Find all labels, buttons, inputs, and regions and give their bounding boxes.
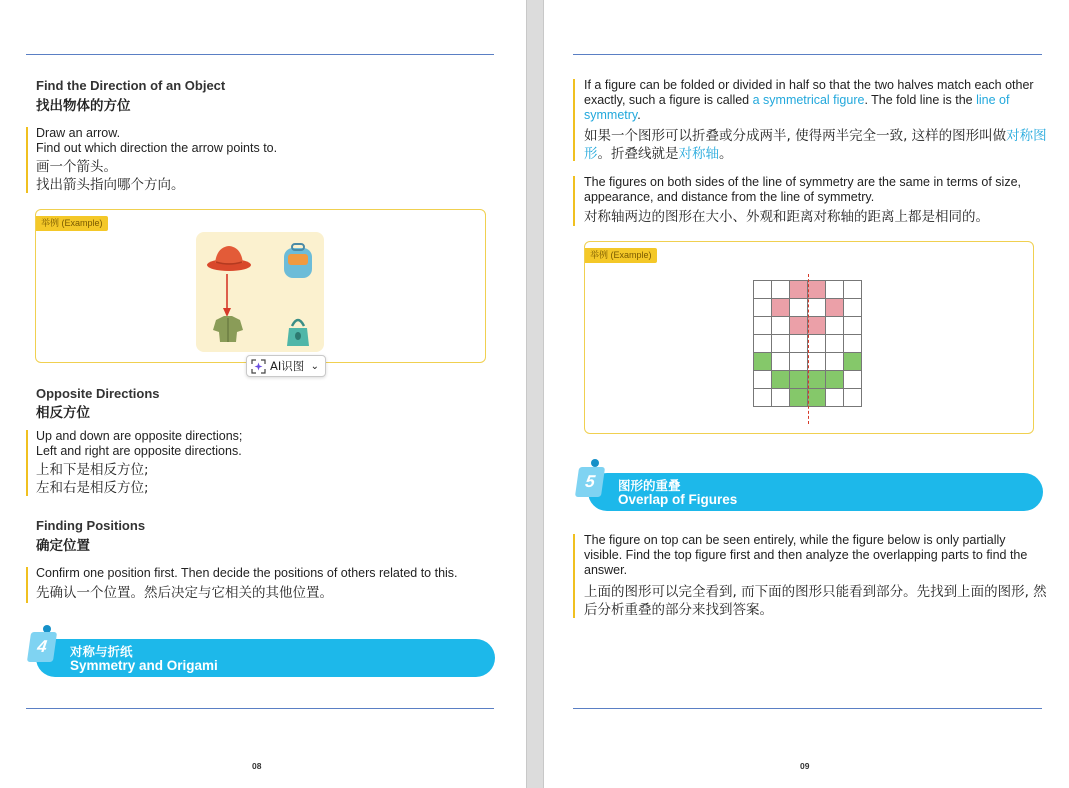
example-box [35,209,486,363]
grid-cell [844,281,862,299]
symmetry-axis [808,274,809,424]
text-highlight-bar [573,534,575,618]
example-tag: 举例 (Example) [36,216,108,231]
page-right [544,0,1069,788]
page-number: 09 [800,761,810,771]
body-text: visible. Find the top figure first and then analyze the overlapping parts to find the [584,548,1028,562]
grid-cell [826,335,844,353]
grid-cell [808,353,826,371]
body-text: Left and right are opposite directions. [36,444,242,458]
section-banner [588,473,1043,511]
body-text: appearance, and distance from the line of symmetry. [584,190,875,204]
grid-cell [790,281,808,299]
body-text-cn: 上面的图形可以完全看到, 而下面的图形只能看到部分。先找到上面的图形, 然 [584,584,1047,600]
bag-icon [287,320,309,346]
grid-cell [790,371,808,389]
text-highlight-bar [26,567,28,603]
top-rule [26,54,494,55]
grid-cell [772,389,790,407]
grid-cell [772,353,790,371]
grid-cell [826,317,844,335]
grid-cell [790,335,808,353]
body-text: symmetry. [584,108,641,122]
body-text-cn: 找出箭头指向哪个方向。 [36,177,185,193]
banner-title-cn: 对称与折纸 [70,644,133,659]
body-text: exactly, such a figure is called a symmetrical figure. The fold line is the line of [584,93,1010,107]
grid-cell [790,299,808,317]
text-highlight-bar [26,430,28,496]
body-text-cn: 左和右是相反方位; [36,480,149,496]
direction-example-illustration [196,232,324,352]
grid-cell [844,371,862,389]
example-tag: 举例 (Example) [585,248,657,263]
grid-cell [754,299,772,317]
hat-icon [207,246,251,271]
body-text: The figure on top can be seen entirely, while the figure below is only partially [584,533,1006,547]
section-banner [36,639,495,677]
body-text-cn: 先确认一个位置。然后决定与它相关的其他位置。 [36,585,333,601]
page-gutter [526,0,544,788]
grid-cell [808,281,826,299]
backpack-icon [284,244,312,278]
term-line-of-symmetry: line of [976,93,1010,107]
grid-cell [772,371,790,389]
body-text: If a figure can be folded or divided in half so that the two halves match each other [584,78,1034,92]
arrow-icon [223,274,231,317]
section-title-cn: 相反方位 [36,405,90,421]
grid-cell [808,335,826,353]
body-text: Confirm one position first. Then decide the positions of others related to this. [36,566,458,580]
grid-cell [772,317,790,335]
grid-cell [844,353,862,371]
example-picture [196,232,324,352]
grid-cell [808,389,826,407]
section-title-en: Finding Positions [36,518,146,533]
body-text-cn: 对称轴两边的图形在大小、外观和距离对称轴的距离上都是相同的。 [584,209,989,225]
ai-scan-icon [251,359,266,374]
grid-cell [790,389,808,407]
grid-cell [826,281,844,299]
shirt-icon [213,316,243,342]
grid-cell [754,317,772,335]
grid-cell [808,317,826,335]
text-highlight-bar [26,127,28,193]
section-number-badge: 4 [27,632,57,662]
grid-cell [754,335,772,353]
grid-cell [790,353,808,371]
term-symmetrical-figure: a symmetrical figure [752,93,865,107]
section-title-cn: 确定位置 [36,538,90,554]
bottom-rule [26,708,494,709]
body-text: answer. [584,563,628,577]
grid-cell [754,353,772,371]
body-text-cn: 后分析重叠的部分来找到答案。 [584,602,773,618]
grid-cell [754,389,772,407]
grid-cell [826,371,844,389]
body-text-cn: 画一个箭头。 [36,159,117,175]
body-text-cn: 形。折叠线就是对称轴。 [584,146,733,162]
grid-cell [772,335,790,353]
banner-title-en: Overlap of Figures [618,492,738,507]
section-number-badge: 5 [575,467,605,497]
page-left [0,0,526,788]
grid-cell [808,371,826,389]
body-text: The figures on both sides of the line of symmetry are the same in terms of size, [584,175,1021,189]
body-text-cn: 上和下是相反方位; [36,462,149,478]
text-highlight-bar [573,176,575,226]
body-text: Find out which direction the arrow points to. [36,141,278,155]
grid-cell [844,317,862,335]
example-box [584,241,1034,434]
grid-cell [790,317,808,335]
banner-title-en: Symmetry and Origami [70,658,218,673]
grid-cell [772,299,790,317]
banner-title-cn: 图形的重叠 [618,478,681,493]
grid-cell [772,281,790,299]
section-title-cn: 找出物体的方位 [36,98,131,114]
grid-cell [754,281,772,299]
grid-cell [844,389,862,407]
ai-recognize-button[interactable] [246,355,326,377]
ai-button-label: AI识图 [270,359,305,373]
top-rule [573,54,1042,55]
grid-cell [754,371,772,389]
body-text: Draw an arrow. [36,126,121,140]
grid-cell [808,299,826,317]
bottom-rule [573,708,1042,709]
section-title-en: Find the Direction of an Object [36,78,226,93]
grid-cell [826,389,844,407]
text-highlight-bar [573,79,575,161]
grid-cell [844,335,862,353]
badge-dot [591,459,599,467]
body-text-cn: 如果一个图形可以折叠或分成两半, 使得两半完全一致, 这样的图形叫做对称图 [584,128,1047,144]
body-text: Up and down are opposite directions; [36,429,243,443]
grid-cell [826,299,844,317]
chevron-down-icon: ⌄ [310,360,319,372]
grid-cell [844,299,862,317]
grid-cell [826,353,844,371]
page-number: 08 [252,761,262,771]
section-title-en: Opposite Directions [36,386,160,401]
